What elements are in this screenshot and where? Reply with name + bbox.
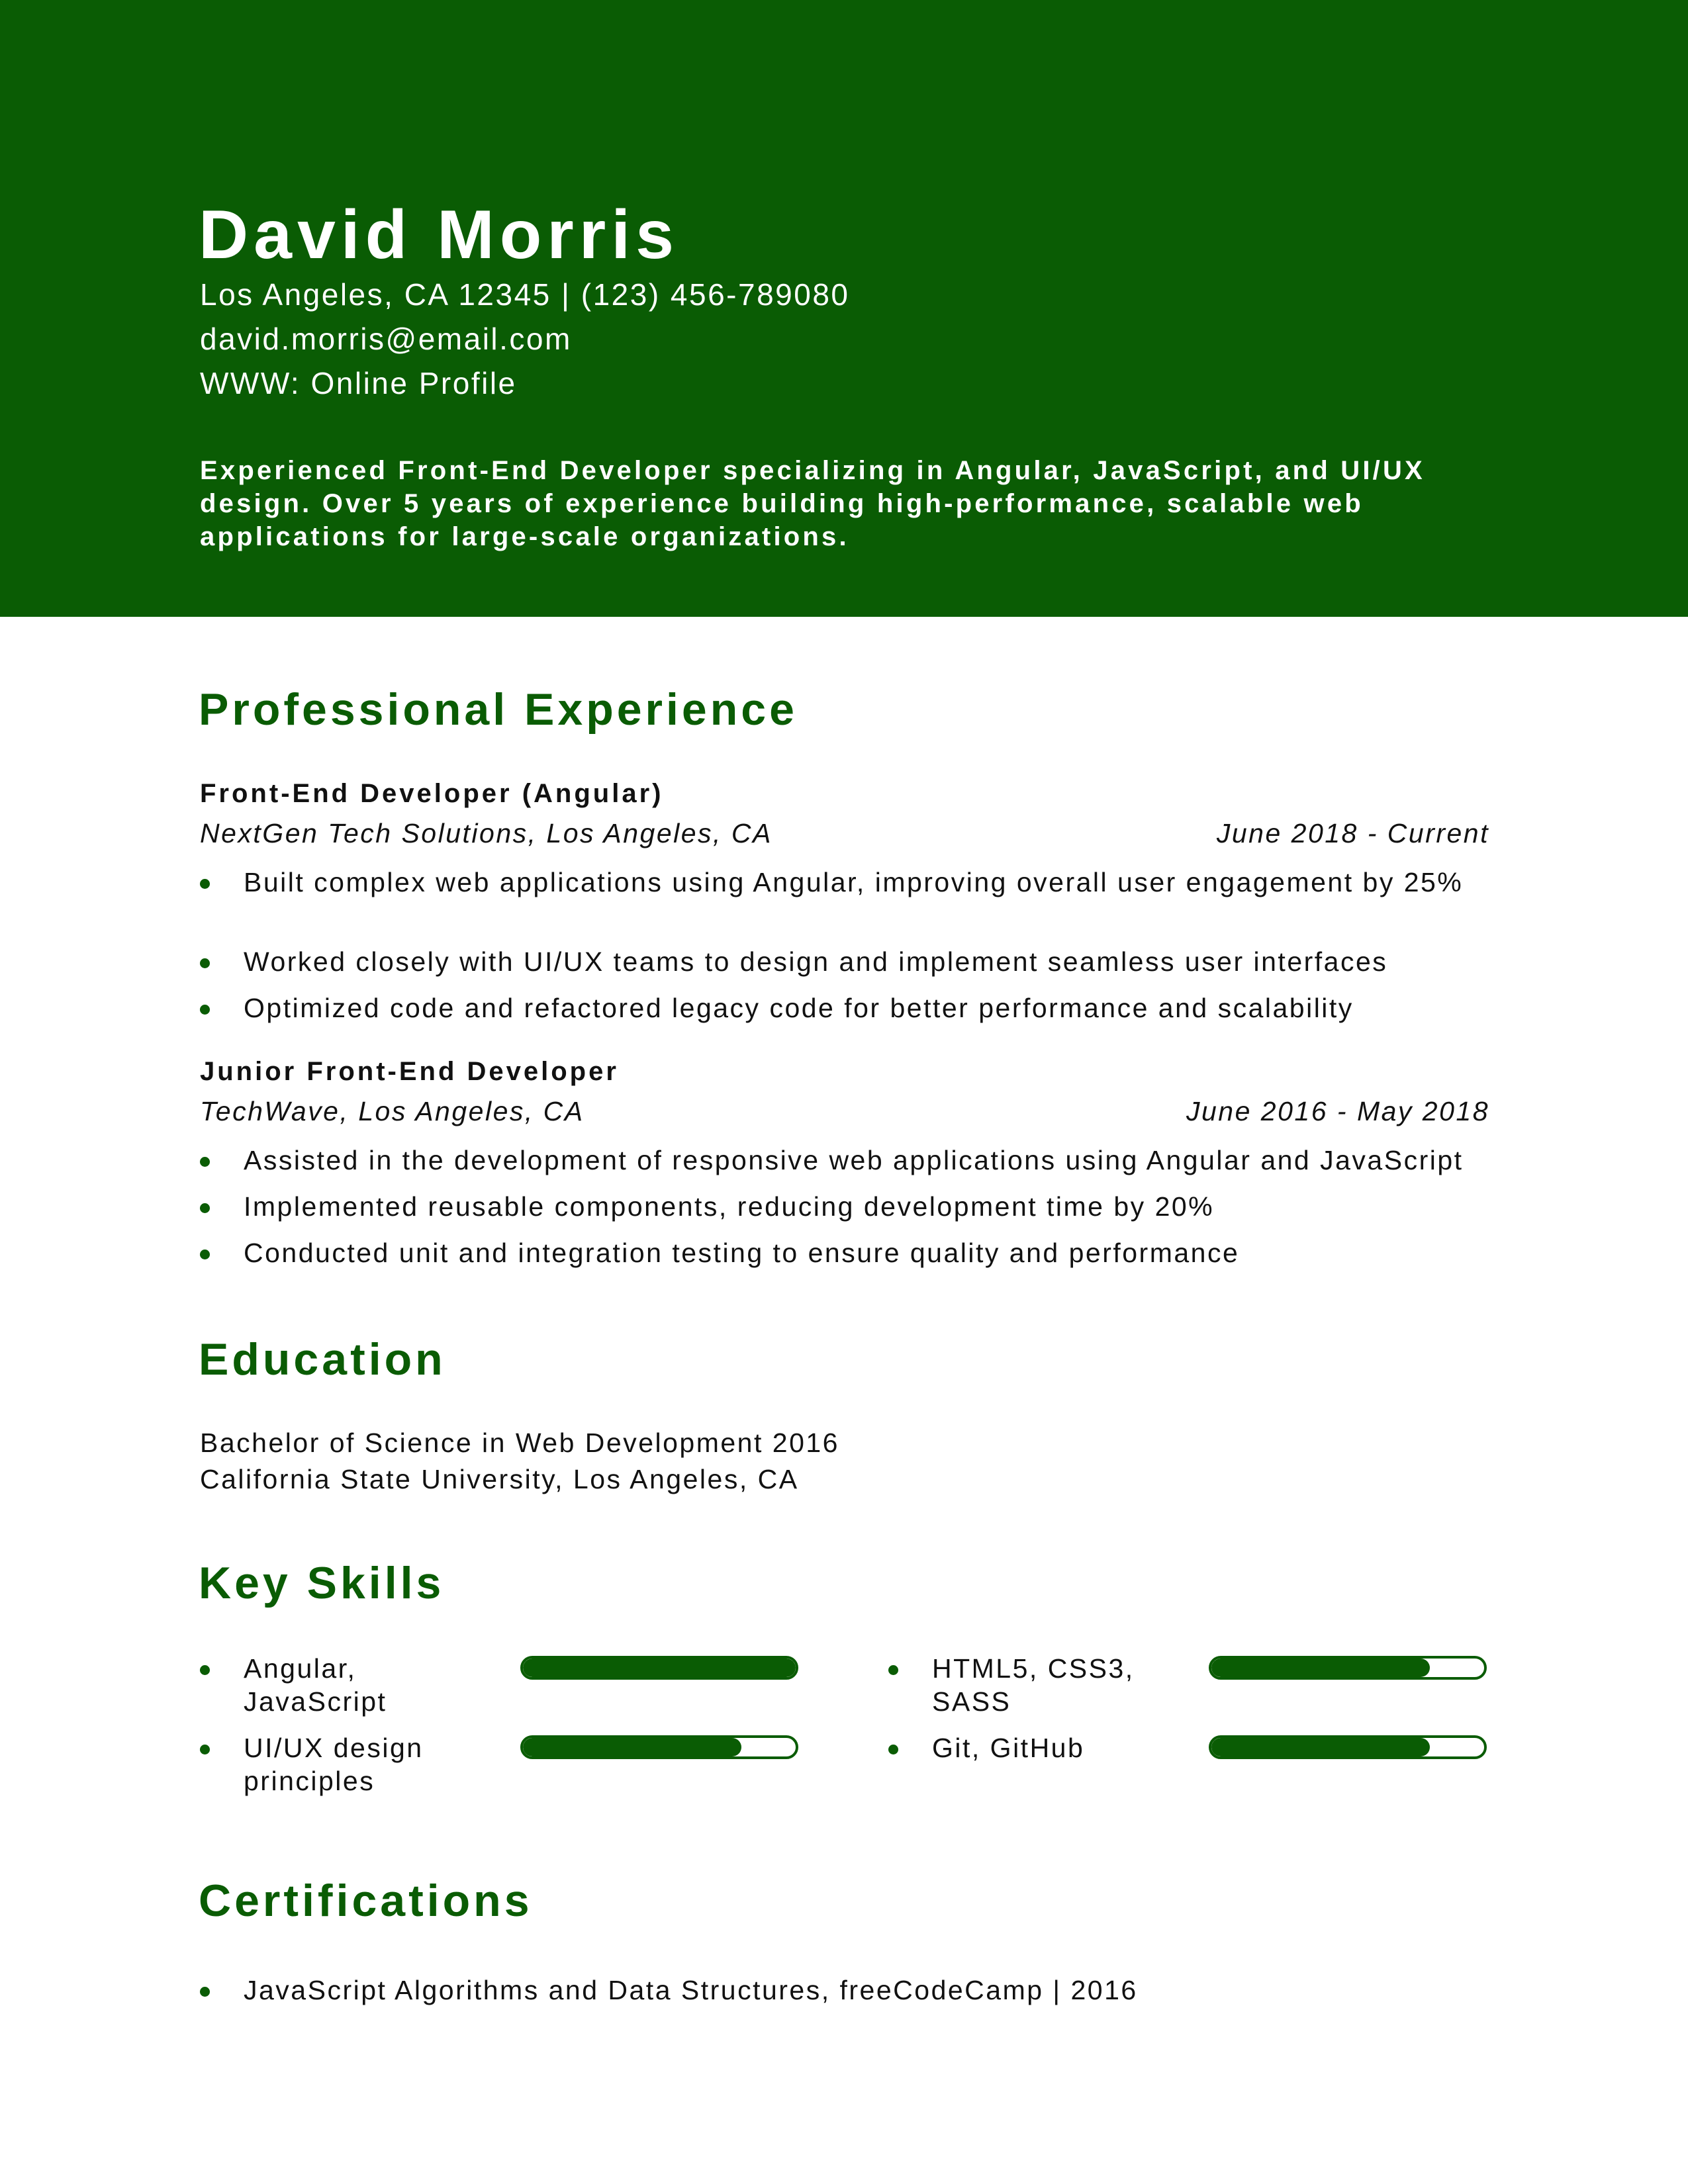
bullet-icon [200, 1987, 210, 1997]
bullet-icon [888, 1665, 898, 1675]
certification-text: JavaScript Algorithms and Data Structures, freeCodeCamp | 2016 [244, 1975, 1138, 2005]
bullet-text: Worked closely with UI/UX teams to design and implement seamless user interfaces [244, 946, 1388, 977]
bullet-text: Built complex web applications using Angular, improving overall user engagement by 25% [244, 867, 1464, 897]
bullet-icon [200, 1203, 210, 1213]
bullet-icon [200, 879, 210, 889]
skill-level-bar [1209, 1656, 1487, 1680]
job-title: Front-End Developer (Angular) [200, 779, 664, 808]
bullet-text: Implemented reusable components, reducing development time by 20% [244, 1191, 1215, 1222]
education-degree: Bachelor of Science in Web Development 2016 [200, 1428, 839, 1458]
skill-item [888, 1652, 1489, 1725]
skill-name: UI/UX design principles [244, 1733, 424, 1796]
education-school: California State University, Los Angeles, CA [200, 1464, 799, 1494]
skill-level-fill [1211, 1659, 1430, 1677]
skill-level-bar [1209, 1735, 1487, 1759]
skill-level-fill [1211, 1738, 1430, 1756]
contact-website[interactable]: WWW: Online Profile [200, 366, 517, 400]
bullet-icon [200, 958, 210, 968]
job-company: TechWave, Los Angeles, CA [200, 1096, 585, 1126]
section-title-skills: Key Skills [199, 1558, 445, 1608]
bullet-icon [888, 1745, 898, 1754]
section-title-education: Education [199, 1334, 446, 1385]
bullet-text: Conducted unit and integration testing to ensure quality and performance [244, 1238, 1240, 1268]
professional-summary: Experienced Front-End Developer specializing in Angular, JavaScript, and UI/UX design. Over 5 years of experience building high-performance, scalable web applications for large-scale organizations. [200, 456, 1425, 551]
bullet-icon [200, 1745, 210, 1754]
contact-email[interactable]: david.morris@email.com [200, 322, 572, 356]
skill-item [200, 1652, 801, 1725]
bullet-text: Optimized code and refactored legacy code for better performance and scalability [244, 993, 1354, 1023]
bullet-icon [200, 1665, 210, 1675]
bullet-text: Assisted in the development of responsive web applications using Angular and JavaScript [244, 1145, 1464, 1175]
skill-item [200, 1731, 801, 1804]
candidate-name: David Morris [199, 197, 679, 273]
bullet-icon [200, 1157, 210, 1167]
skill-level-fill [523, 1659, 796, 1677]
skill-name: HTML5, CSS3, SASS [932, 1653, 1135, 1717]
skill-level-fill [523, 1738, 741, 1756]
job-dates: June 2016 - May 2018 [1186, 1096, 1489, 1126]
job-dates: June 2018 - Current [1216, 818, 1489, 848]
bullet-icon [200, 1250, 210, 1259]
section-title-experience: Professional Experience [199, 684, 798, 735]
skill-level-bar [520, 1735, 798, 1759]
bullet-icon [200, 1005, 210, 1015]
contact-address-phone: Los Angeles, CA 12345 | (123) 456-789080 [200, 277, 850, 312]
job-company: NextGen Tech Solutions, Los Angeles, CA [200, 818, 773, 848]
job-title: Junior Front-End Developer [200, 1057, 619, 1086]
skill-name: Angular, JavaScript [244, 1653, 387, 1717]
skill-item [888, 1731, 1489, 1804]
skill-name: Git, GitHub [932, 1733, 1085, 1763]
resume-header [0, 0, 1688, 617]
skill-level-bar [520, 1656, 798, 1680]
section-title-certifications: Certifications [199, 1876, 533, 1926]
